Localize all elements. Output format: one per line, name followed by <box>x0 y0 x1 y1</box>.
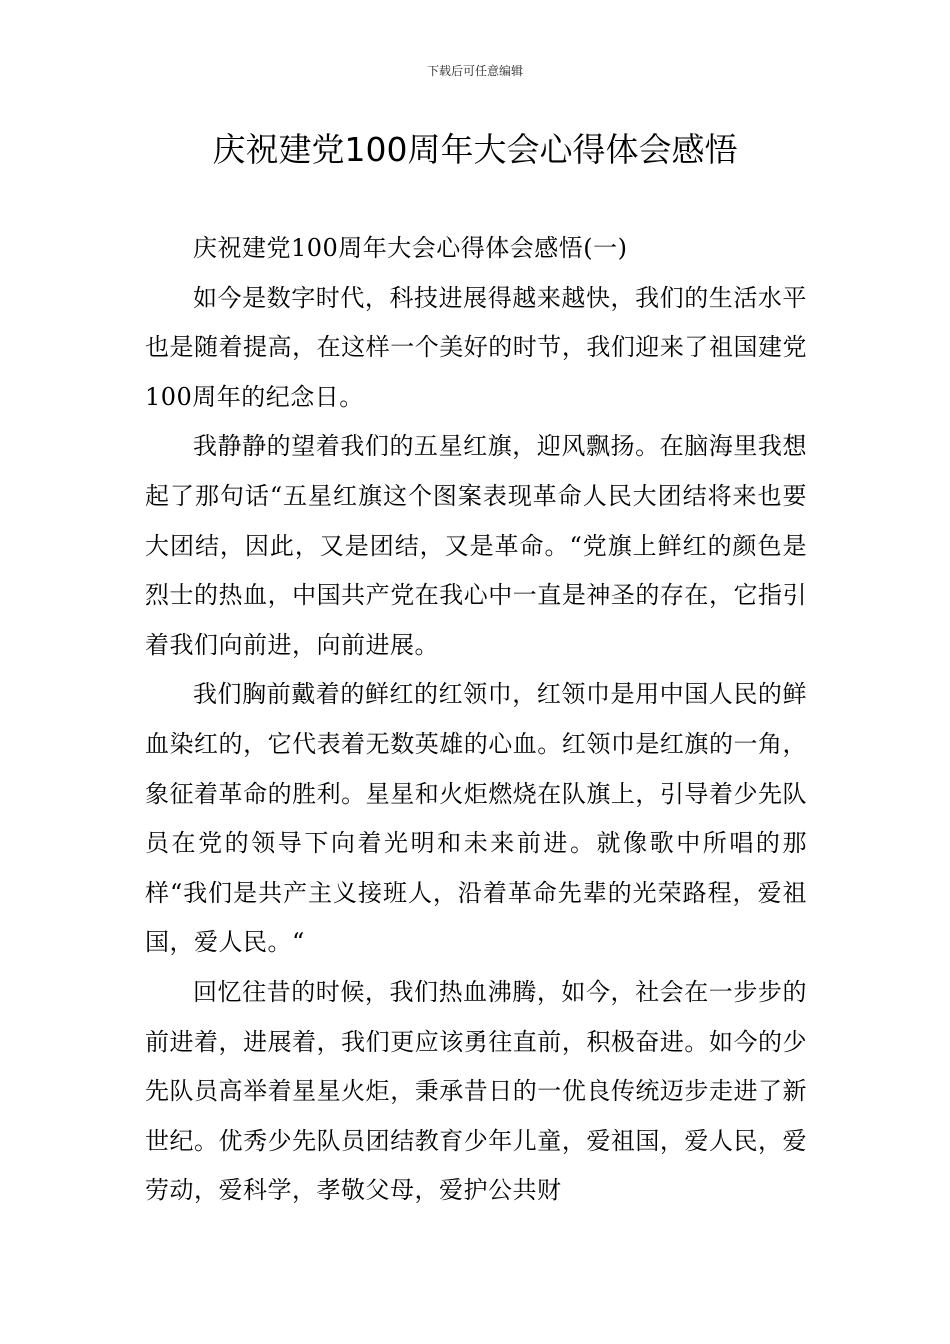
document-body <box>145 224 807 1216</box>
document-title: 庆祝建党100周年大会心得体会感悟 <box>212 130 738 169</box>
paragraph-3: 我们胸前戴着的鲜红的红领巾，红领巾是用中国人民的鲜血染红的，它代表着无数英雄的心血。红领巾是红旗的一角，象征着革命的胜利。星星和火炬燃烧在队旗上，引导着少先队员在党的领导下向着光明和未来前进。就像歌中所唱的那样“我们是共产主义接班人，沿着革命先辈的光荣路程，爱祖国，爱人民。“ <box>145 680 807 957</box>
paragraph-2: 我静静的望着我们的五星红旗，迎风飘扬。在脑海里我想起了那句话“五星红旗这个图案表现革命人民大团结将来也要大团结，因此，又是团结，又是革命。“党旗上鲜红的颜色是烈士的热血，中国共产党在我心中一直是神圣的存在，它指引着我们向前进，向前进展。 <box>145 432 807 659</box>
paragraph-4: 回忆往昔的时候，我们热血沸腾，如今，社会在一步步的前进着，进展着，我们更应该勇往直前，积极奋进。如今的少先队员高举着星星火炬，秉承昔日的一优良传统迈步走进了新世纪。优秀少先队员团结教育少年儿童，爱祖国，爱人民，爱劳动，爱科学，孝敬父母，爱护公共财 <box>145 977 807 1205</box>
section-subtitle: 庆祝建党100周年大会心得体会感悟(一) <box>193 234 628 262</box>
paragraph-1: 如今是数字时代，科技进展得越来越快，我们的生活水平也是随着提高，在这样一个美好的时节，我们迎来了祖国建党100周年的纪念日。 <box>145 283 807 411</box>
header-note: 下载后可任意编辑 <box>426 64 523 78</box>
